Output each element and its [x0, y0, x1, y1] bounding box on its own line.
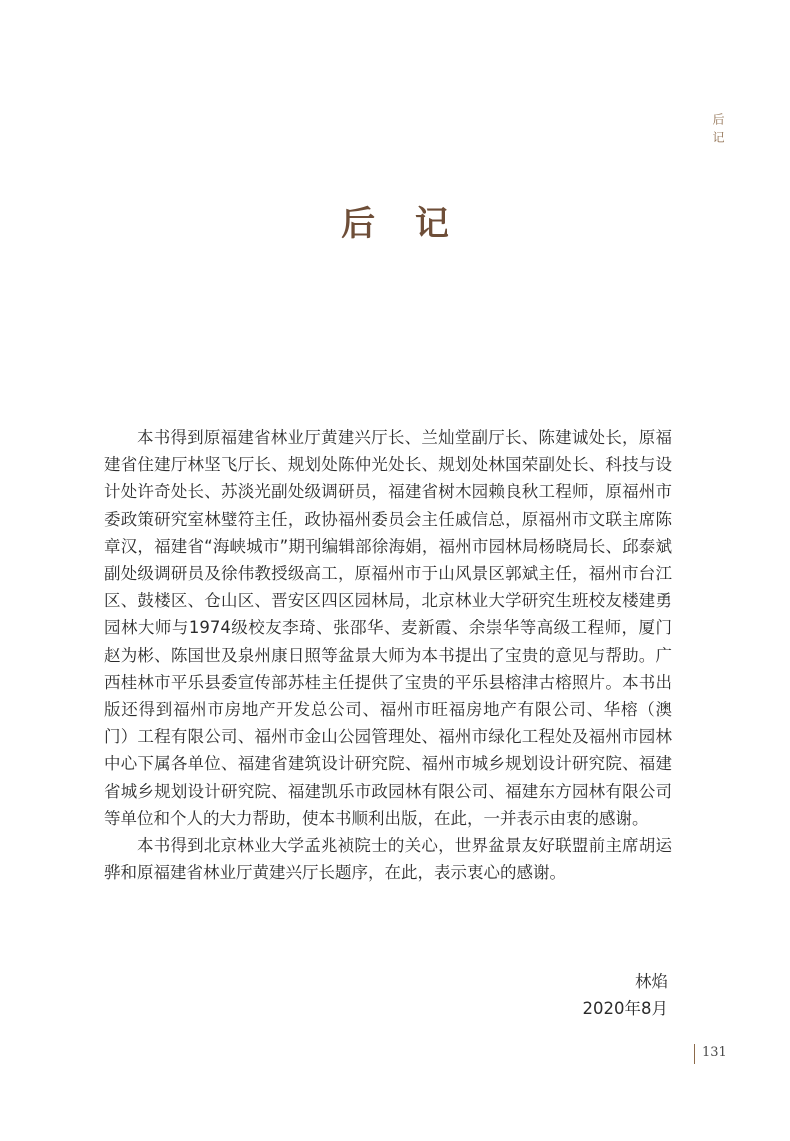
- signature-date: 2020年8月: [582, 999, 668, 1018]
- paragraph: 本书得到原福建省林业厅黄建兴厅长、兰灿堂副厅长、陈建诚处长，原福建省住建厅林坚飞厅长、规划处陈仲光处长、规划处林国荣副处长、科技与设计处许奇处长、苏淡光副处级调研员，福建省树木园赖良秋工程师，原福州市委政策研究室林璧符主任，政协福州委员会主任戚信总，原福州市文联主席陈章汉，福建省“海峡城市”期刊编辑部徐海娟，福州市园林局杨晓局长、邱泰斌副处级调研员及徐伟教授级高工，原福州市于山风景区郭斌主任，福州市台江区、鼓楼区、仓山区、晋安区四区园林局，北京林业大学研究生班校友楼建勇园林大师与1974级校友李琦、张邵华、麦新霞、余崇华等高级工程师，厦门赵为彬、陈国世及泉州康日照等盆景大师为本书提出了宝贵的意见与帮助。广西桂林市平乐县委宣传部苏桂主任提供了宝贵的平乐县榕津古榕照片。本书出版还得到福州市房地产开发总公司、福州市旺福房地产有限公司、华榕（澳门）工程有限公司、福州市金山公园管理处、福州市绿化工程处及福州市园林中心下属各单位、福建省建筑设计研究院、福州市城乡规划设计研究院、福建省城乡规划设计研究院、福建凯乐市政园林有限公司、福建东方园林有限公司等单位和个人的大力帮助，使本书顺利出版，在此，一并表示由衷的感谢。: [104, 428, 672, 828]
- body-text: [104, 424, 672, 886]
- page-title: 后 记: [341, 204, 463, 244]
- page-number-divider: [694, 1044, 695, 1064]
- page-number: 131: [702, 1045, 727, 1060]
- signature-block: [500, 968, 668, 1022]
- author-name: 林焰: [635, 972, 668, 991]
- running-header: 后记: [711, 113, 725, 149]
- paragraph: 本书得到北京林业大学孟兆祯院士的关心，世界盆景友好联盟前主席胡运骅和原福建省林业厅黄建兴厅长题序，在此，表示衷心的感谢。: [104, 836, 672, 883]
